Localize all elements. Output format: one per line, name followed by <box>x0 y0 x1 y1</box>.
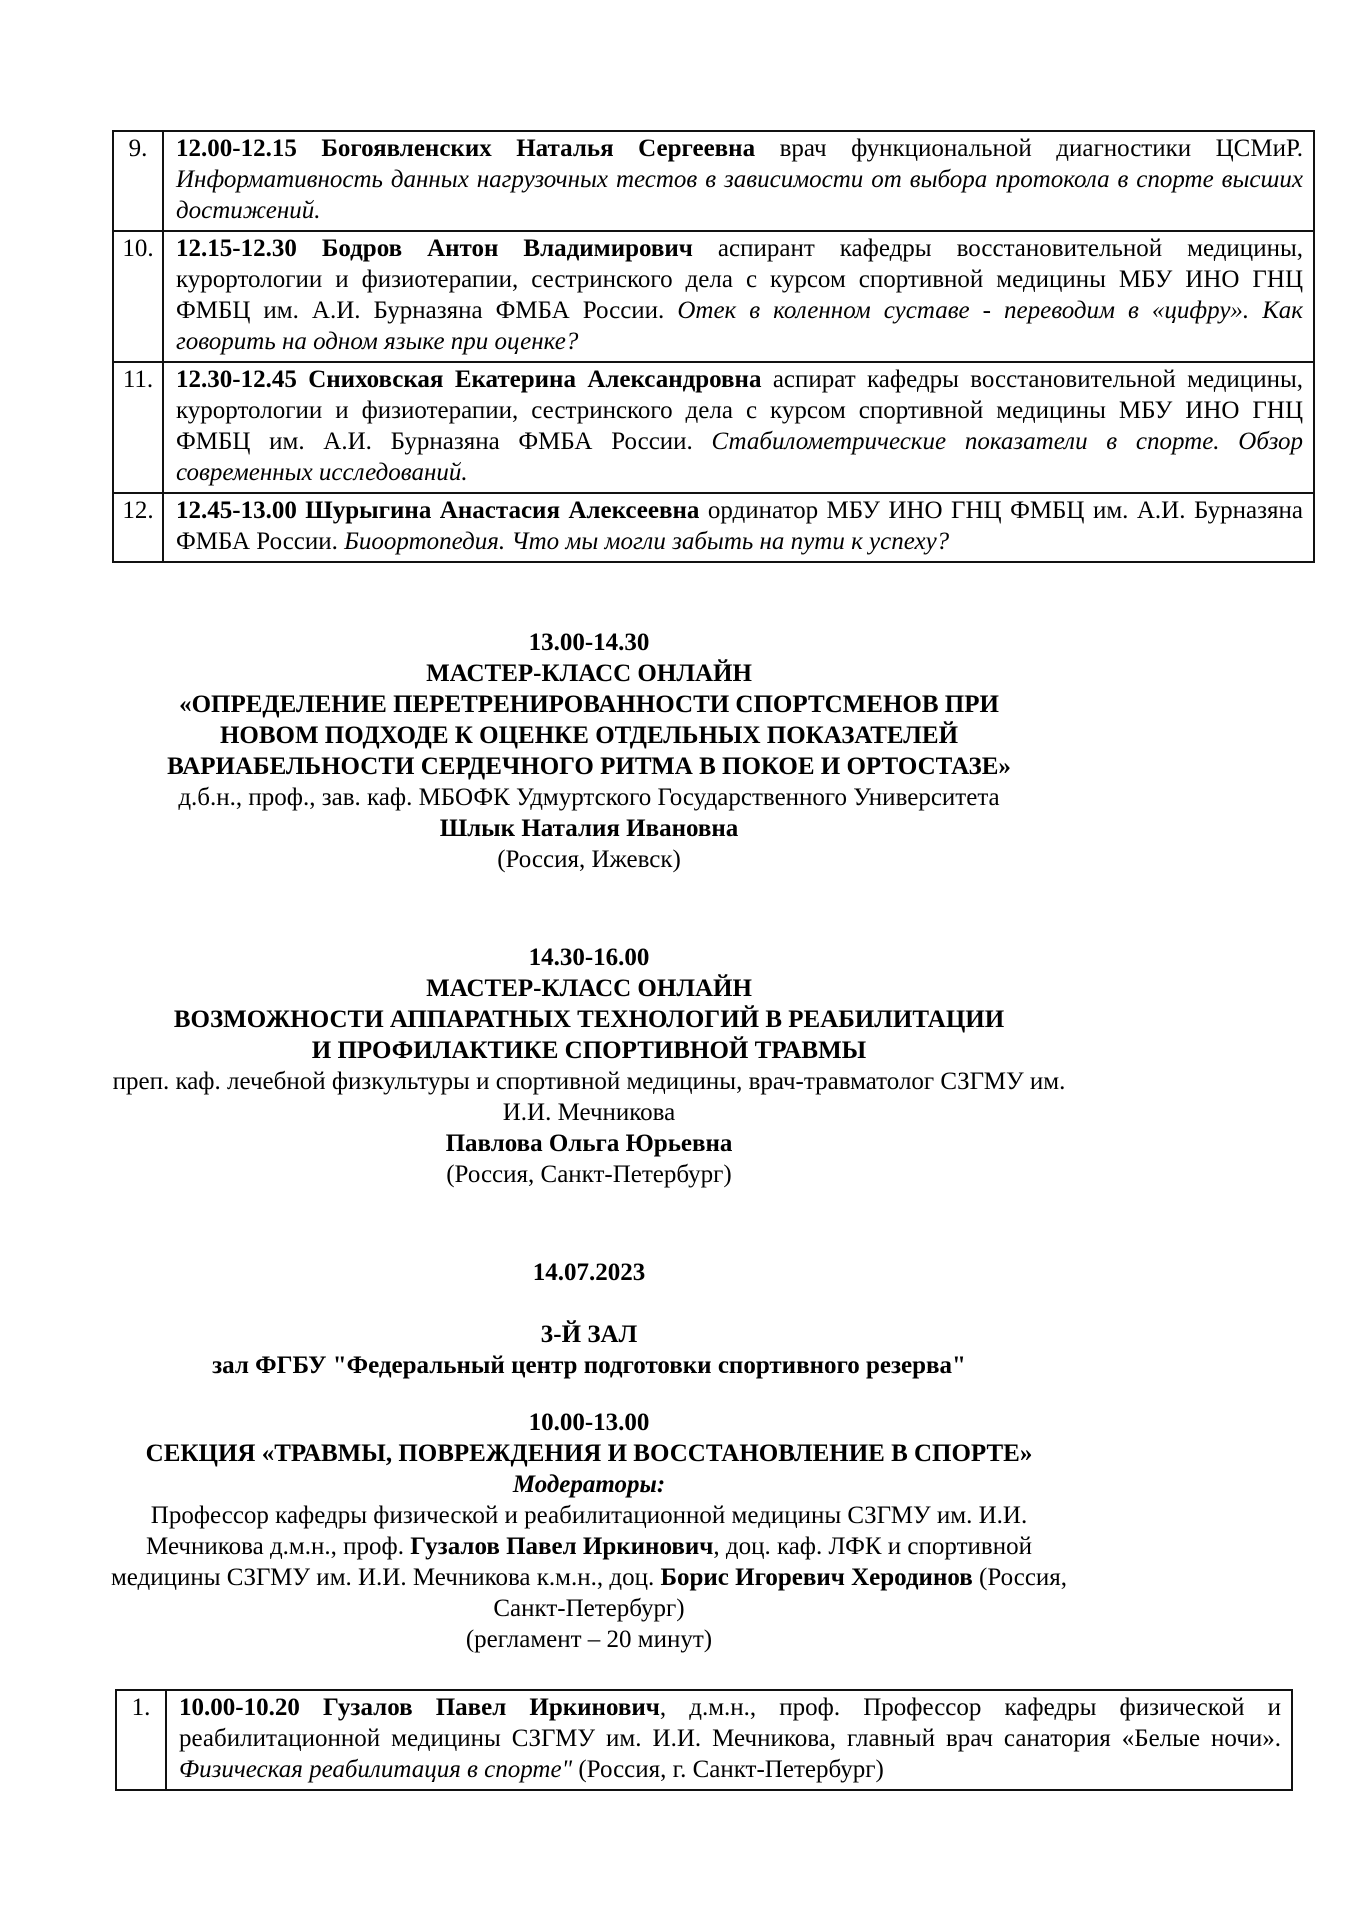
text-segment: Физическая реабилитация в спорте" <box>179 1756 573 1783</box>
text-segment: Отек в коленном суставе - переводим в «цифру». Как говорить на одном языке при оценке? <box>176 297 1304 355</box>
reglament-note: (регламент – 20 минут) <box>465 1626 713 1653</box>
text-segment: аспират кафедры восстановительной медицины, курортологии и физиотерапии, сестринского дела с курсом спортивной медицины МБУ ИНО ГНЦ ФМБЦ им. А.И. Бурназяна ФМБА России. <box>176 366 1303 455</box>
masterclass-1-time: 13.00-14.30 <box>528 629 650 656</box>
section-3-title: СЕКЦИЯ «ТРАВМЫ, ПОВРЕЖДЕНИЯ И ВОССТАНОВЛЕНИЕ В СПОРТЕ» <box>145 1440 1033 1467</box>
text-segment: 12.00-12.15 Богоявленских Наталья Сергеевна <box>176 135 756 162</box>
text-segment: 12.30-12.45 Сниховская Екатерина Александровна <box>176 366 762 393</box>
program-table-sessions <box>112 130 1315 563</box>
hall-venue: зал ФГБУ "Федеральный центр подготовки спортивного резерва" <box>212 1352 966 1379</box>
masterclass-1-speaker-location: (Россия, Ижевск) <box>497 846 681 873</box>
text-segment: , д.м.н., проф. Профессор кафедры физической и реабилитационной медицины СЗГМУ им. И.И. Мечникова, главный врач санатория «Белые ночи». <box>179 1694 1281 1752</box>
table-row <box>113 131 1314 231</box>
row-description <box>163 493 1314 562</box>
text-segment: Стабилометрические показатели в спорте. Обзор современных исследований. <box>176 428 1303 486</box>
hall-title: 3-Й ЗАЛ <box>540 1321 638 1348</box>
row-number: 10. <box>113 231 163 362</box>
text-segment: (Россия, Санкт-Петербург) <box>493 1564 1068 1622</box>
text-segment: Борис Игоревич Херодинов <box>660 1564 973 1591</box>
day-date: 14.07.2023 <box>532 1259 646 1286</box>
text-segment: Биоортопедия. Что мы могли забыть на пути к успеху? <box>344 528 950 555</box>
masterclass-2-title: ВОЗМОЖНОСТИ АППАРАТНЫХ ТЕХНОЛОГИЙ В РЕАБИЛИТАЦИИ И ПРОФИЛАКТИКЕ СПОРТИВНОЙ ТРАВМЫ <box>173 1006 1005 1064</box>
masterclass-1-speaker-affiliation: д.б.н., проф., зав. каф. МБОФК Удмуртского Государственного Университета <box>178 784 1000 811</box>
row-number: 11. <box>113 362 163 493</box>
row-description <box>163 362 1314 493</box>
table-row <box>113 362 1314 493</box>
row-number: 1. <box>116 1690 166 1790</box>
masterclass-1-speaker-name: Шлык Наталия Ивановна <box>439 815 739 842</box>
text-segment: ординатор МБУ ИНО ГНЦ ФМБЦ им. А.И. Бурназяна ФМБА России. <box>176 497 1303 555</box>
masterclass-1-title: «ОПРЕДЕЛЕНИЕ ПЕРЕТРЕНИРОВАННОСТИ СПОРТСМЕНОВ ПРИ НОВОМ ПОДХОДЕ К ОЦЕНКЕ ОТДЕЛЬНЫХ ПОКАЗАТЕЛЕЙ ВАРИАБЕЛЬНОСТИ СЕРДЕЧНОГО РИТМА В ПОКОЕ И ОРТОСТАЗЕ» <box>167 691 1011 780</box>
row-description <box>166 1690 1292 1790</box>
text-segment: Профессор кафедры физической и реабилитационной медицины СЗГМУ им. И.И. Мечникова д.м.н., проф. <box>146 1502 1028 1560</box>
masterclass-2-block <box>94 942 1084 1190</box>
text-segment: Гузалов Павел Иркинович <box>410 1533 714 1560</box>
row-number: 12. <box>113 493 163 562</box>
row-number: 9. <box>113 131 163 231</box>
masterclass-1-kind: МАСТЕР-КЛАСС ОНЛАЙН <box>426 660 752 687</box>
masterclass-2-kind: МАСТЕР-КЛАСС ОНЛАЙН <box>426 975 752 1002</box>
moderators-paragraph <box>94 1500 1084 1624</box>
section-3-time: 10.00-13.00 <box>528 1409 650 1436</box>
text-segment: врач функциональной диагностики ЦСМиР. <box>755 135 1303 162</box>
masterclass-2-time: 14.30-16.00 <box>528 944 650 971</box>
masterclass-2-speaker-location: (Россия, Санкт-Петербург) <box>446 1161 732 1188</box>
table-row <box>116 1690 1292 1790</box>
masterclass-1-block <box>94 627 1084 875</box>
row-description <box>163 131 1314 231</box>
masterclass-2-speaker-affiliation: преп. каф. лечебной физкультуры и спортивной медицины, врач-травматолог СЗГМУ им. И.И. Мечникова <box>112 1068 1066 1126</box>
row-description <box>163 231 1314 362</box>
section-3-block <box>94 1407 1084 1655</box>
program-table-sessions-body <box>113 131 1314 562</box>
text-segment: аспирант кафедры восстановительной медицины, курортологии и физиотерапии, сестринского дела с курсом спортивной медицины МБУ ИНО ГНЦ ФМБЦ им. А.И. Бурназяна ФМБА России. <box>176 235 1303 324</box>
moderators-label: Модераторы: <box>512 1471 666 1498</box>
text-segment: 10.00-10.20 Гузалов Павел Иркинович <box>179 1694 660 1721</box>
table-row <box>113 231 1314 362</box>
program-table-section3 <box>115 1689 1293 1791</box>
masterclass-2-speaker-name: Павлова Ольга Юрьевна <box>445 1130 733 1157</box>
program-table-section3-body <box>116 1690 1292 1790</box>
text-segment: 12.45-13.00 Шурыгина Анастасия Алексеевна <box>176 497 700 524</box>
text-segment: 12.15-12.30 Бодров Антон Владимирович <box>176 235 693 262</box>
table-row <box>113 493 1314 562</box>
day-header-block <box>94 1257 1084 1381</box>
text-segment: Информативность данных нагрузочных тестов в зависимости от выбора протокола в спорте высших достижений. <box>176 166 1303 224</box>
text-segment: , доц. каф. ЛФК и спортивной медицины СЗГМУ им. И.И. Мечникова к.м.н., доц. <box>110 1533 1032 1591</box>
text-segment: (Россия, г. Санкт-Петербург) <box>572 1756 884 1783</box>
